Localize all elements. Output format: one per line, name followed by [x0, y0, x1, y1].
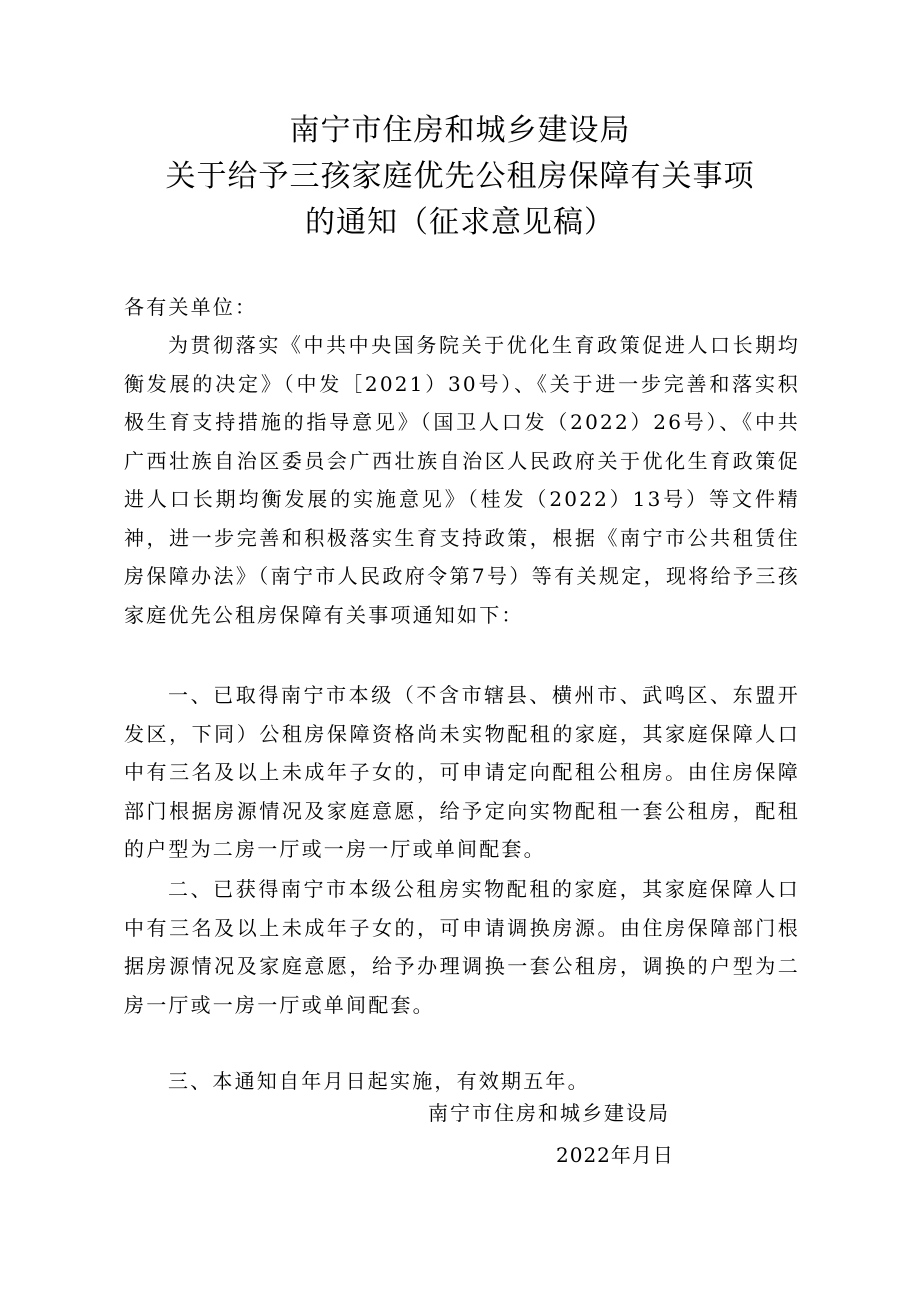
- title-line-3: 的通知（征求意见稿）: [305, 205, 615, 240]
- salutation: 各有关单位：: [124, 295, 258, 319]
- document-title: [0, 108, 920, 246]
- issue-date: 2022年月日: [556, 1143, 674, 1167]
- title-line-2: 关于给予三孩家庭优先公租房保障有关事项: [165, 159, 755, 194]
- issuer-signature: 南宁市住房和城乡建设局: [428, 1101, 670, 1125]
- paragraph-item-1: 一、已取得南宁市本级（不含市辖县、横州市、武鸣区、东盟开发区，下同）公租房保障资格尚未实物配租的家庭，其家庭保障人口中有三名及以上未成年子女的，可申请定向配租公租房。由住房保障部门根据房源情况及家庭意愿，给予定向实物配租一套公租房，配租的户型为二房一厅或一房一厅或单间配套。: [124, 683, 800, 861]
- paragraph-item-3: 三、本通知自年月日起实施，有效期五年。: [168, 1069, 590, 1093]
- paragraph-item-2: 二、已获得南宁市本级公租房实物配租的家庭，其家庭保障人口中有三名及以上未成年子女的，可申请调换房源。由住房保障部门根据房源情况及家庭意愿，给予办理调换一套公租房，调换的户型为二房一厅或一房一厅或单间配套。: [124, 877, 800, 1017]
- paragraph-intro: 为贯彻落实《中共中央国务院关于优化生育政策促进人口长期均衡发展的决定》（中发［2021）30号）、《关于进一步完善和落实积极生育支持措施的指导意见》（国卫人口发（2022）26号）、《中共广西壮族自治区委员会广西壮族自治区人民政府关于优化生育政策促进人口长期均衡发展的实施意见》（桂发（2022）13号）等文件精神，进一步完善和积极落实生育支持政策，根据《南宁市公共租赁住房保障办法》（南宁市人民政府令第7号）等有关规定，现将给予三孩家庭优先公租房保障有关事项通知如下：: [124, 333, 800, 627]
- title-line-1: 南宁市住房和城乡建设局: [289, 113, 631, 148]
